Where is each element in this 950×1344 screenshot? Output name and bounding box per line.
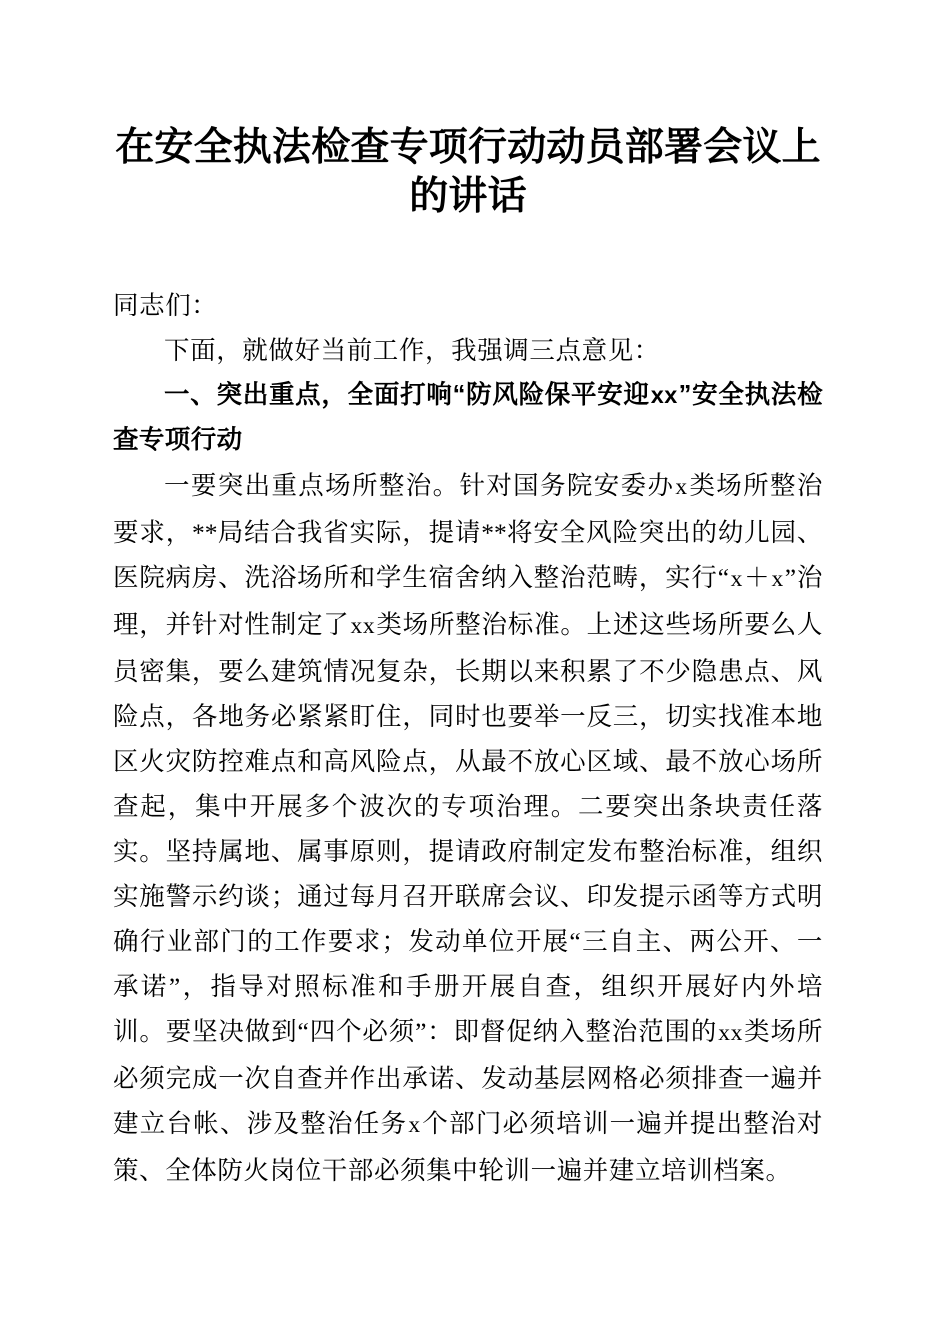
redacted-marker: **	[192, 518, 218, 547]
latin-run: x	[408, 1112, 421, 1138]
latin-run: x	[675, 474, 688, 500]
body-paragraph-one: 一要突出重点场所整治。针对国务院安委办x类场所整治要求，**局结合我省实际，提请**将安全风险突出的幼儿园、医院病房、洗浴场所和学生宿舍纳入整治范畴，实行“x＋x”治理，并针对性制定了xx类场所整治标准。上述这些场所要么人员密集，要么建筑情况复杂，长期以来积累了不少隐患点、风险点，各地务必紧紧盯住，同时也要举一反三，切实找准本地区火灾防控难点和高风险点，从最不放心区域、最不放心场所查起，集中开展多个波次的专项治理。二要突出条块责任落实。坚持属地、属事原则，提请政府制定发布整治标准，组织实施警示约谈；通过每月召开联席会议、印发提示函等方式明确行业部门的工作要求；发动单位开展“三自主、两公开、一承诺”，指导对照标准和手册开展自查，组织开展好内外培训。要坚决做到“四个必须”：即督促纳入整治范围的xx类场所必须完成一次自查并作出承诺、发动基层网格必须排查一遍并建立台帐、涉及整治任务x个部门必须培训一遍并提出整治对策、全体防火岗位干部必须集中轮训一遍并建立培训档案。	[113, 471, 823, 1185]
document-body-column	[113, 0, 823, 1193]
latin-run: xx	[650, 382, 678, 408]
salutation-line: 同志们：	[113, 291, 218, 320]
latin-run: x	[730, 566, 743, 592]
latin-run: xx	[350, 613, 376, 639]
intro-paragraph: 下面，就做好当前工作，我强调三点意见：	[164, 336, 660, 365]
latin-run: xx	[718, 1020, 743, 1046]
redacted-marker: **	[481, 518, 507, 547]
latin-run: x	[771, 566, 784, 592]
document-title: 在安全执法检查专项行动动员部署会议上的讲话	[115, 126, 821, 218]
section-heading-one: 一、突出重点，全面打响“防风险保平安迎xx”安全执法检查专项行动	[113, 381, 823, 454]
